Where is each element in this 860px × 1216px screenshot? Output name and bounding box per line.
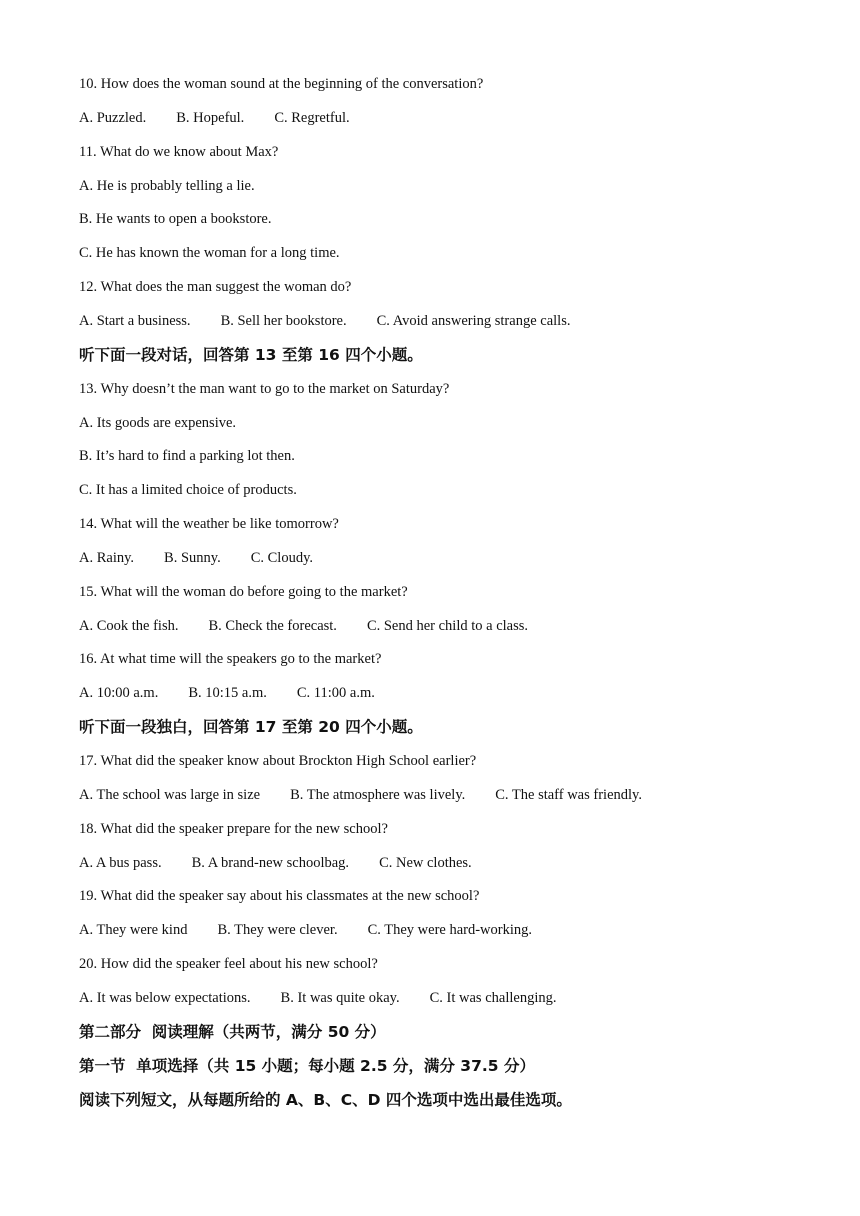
question-line: A. He is probably telling a lie. — [79, 178, 255, 194]
section-heading: 听下面一段对话，回答第 13 至第 16 四个小题。 — [79, 346, 423, 364]
answer-option: A. Cook the fish. — [79, 618, 179, 634]
option-row — [79, 684, 375, 702]
answer-option: B. The atmosphere was lively. — [290, 787, 466, 803]
answer-option: B. 10:15 a.m. — [188, 685, 267, 701]
answer-option: A. The school was large in size — [79, 787, 261, 803]
section-heading: 第一节 单项选择（共 15 小题；每小题 2.5 分，满分 37.5 分） — [79, 1057, 535, 1075]
question-line: 15. What will the woman do before going to the market? — [79, 584, 408, 600]
answer-option: A. 10:00 a.m. — [79, 685, 159, 701]
option-row — [79, 549, 313, 567]
option-row — [79, 989, 556, 1007]
answer-option: A. Start a business. — [79, 313, 191, 329]
question-line: 10. How does the woman sound at the beginning of the conversation? — [79, 76, 484, 92]
answer-option: C. Cloudy. — [250, 550, 314, 566]
section-heading: 听下面一段独白，回答第 17 至第 20 四个小题。 — [79, 718, 423, 736]
answer-option: C. Avoid answering strange calls. — [376, 313, 571, 329]
question-line: B. It’s hard to find a parking lot then. — [79, 448, 295, 464]
answer-option: A. Rainy. — [79, 550, 135, 566]
question-line: 17. What did the speaker know about Brockton High School earlier? — [79, 753, 477, 769]
option-row — [79, 312, 570, 330]
answer-option: B. Sunny. — [164, 550, 221, 566]
answer-option: C. Regretful. — [274, 110, 350, 126]
question-line: 11. What do we know about Max? — [79, 144, 279, 160]
option-row — [79, 617, 528, 635]
answer-option: B. A brand-new schoolbag. — [191, 855, 350, 871]
answer-option: A. Puzzled. — [79, 110, 147, 126]
question-line: B. He wants to open a bookstore. — [79, 211, 272, 227]
question-line: 20. How did the speaker feel about his new school? — [79, 956, 378, 972]
answer-option: B. It was quite okay. — [280, 990, 400, 1006]
section-heading: 第二部分 阅读理解（共两节，满分 50 分） — [79, 1023, 386, 1041]
option-row — [79, 854, 472, 872]
answer-option: B. Check the forecast. — [208, 618, 337, 634]
answer-option: C. Send her child to a class. — [366, 618, 529, 634]
question-line: A. Its goods are expensive. — [79, 415, 237, 431]
question-line: 19. What did the speaker say about his classmates at the new school? — [79, 888, 480, 904]
answer-option: B. Sell her bookstore. — [220, 313, 347, 329]
option-row — [79, 921, 532, 939]
answer-option: C. 11:00 a.m. — [296, 685, 375, 701]
answer-option: B. Hopeful. — [176, 110, 245, 126]
answer-option: B. They were clever. — [217, 922, 338, 938]
answer-option: C. New clothes. — [379, 855, 472, 871]
answer-option: A. They were kind — [79, 922, 188, 938]
question-line: 14. What will the weather be like tomorrow? — [79, 516, 339, 532]
answer-option: A. A bus pass. — [79, 855, 162, 871]
answer-option: C. They were hard-working. — [367, 922, 532, 938]
question-line: 13. Why doesn’t the man want to go to the market on Saturday? — [79, 381, 450, 397]
answer-option: C. It was challenging. — [429, 990, 557, 1006]
question-line: 12. What does the man suggest the woman do? — [79, 279, 352, 295]
answer-option: A. It was below expectations. — [79, 990, 251, 1006]
option-row — [79, 786, 642, 804]
question-line: 16. At what time will the speakers go to the market? — [79, 651, 382, 667]
question-line: C. He has known the woman for a long time. — [79, 245, 340, 261]
section-heading: 阅读下列短文，从每题所给的 A、B、C、D 四个选项中选出最佳选项。 — [79, 1091, 572, 1109]
option-row — [79, 109, 350, 127]
question-line: C. It has a limited choice of products. — [79, 482, 297, 498]
question-line: 18. What did the speaker prepare for the new school? — [79, 821, 388, 837]
answer-option: C. The staff was friendly. — [495, 787, 642, 803]
